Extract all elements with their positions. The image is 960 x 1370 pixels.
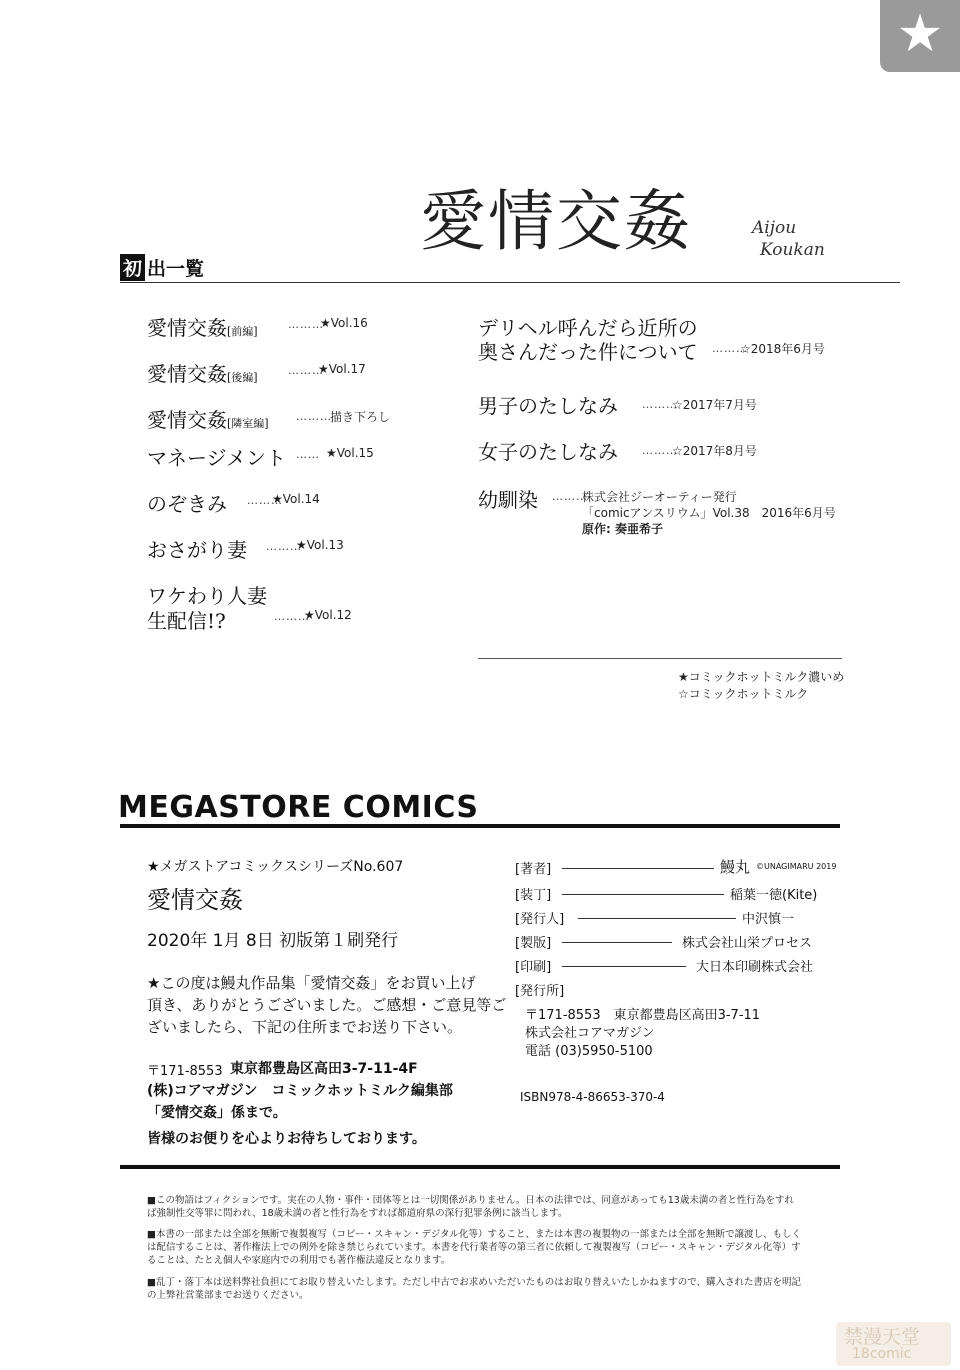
work-source: ★Vol.14 bbox=[272, 492, 320, 506]
leader-dots: ……… bbox=[642, 398, 678, 411]
credit-label: [装丁] bbox=[515, 888, 552, 903]
credit-label: [発行人] bbox=[515, 912, 565, 927]
star-icon: ★ bbox=[896, 4, 944, 64]
leader-line bbox=[562, 966, 686, 967]
work-title: 男子のたしなみ bbox=[478, 394, 618, 418]
first-appearance-rest: 出一覧 bbox=[147, 258, 205, 280]
book-title: 愛情交姦 bbox=[147, 886, 243, 914]
work-title-line2: 奥さんだった件について bbox=[478, 340, 698, 364]
credit-label: [印刷] bbox=[515, 960, 552, 975]
edition-date: 2020年 1月 8日 初版第１刷発行 bbox=[147, 931, 399, 951]
mail-recipient: (株)コアマガジン コミックホットミルク編集部 bbox=[147, 1083, 453, 1099]
leader-line bbox=[578, 918, 736, 919]
credit-value: 株式会社山栄プロセス bbox=[682, 936, 813, 951]
first-appearance-box-char: 初 bbox=[120, 254, 145, 281]
imprint-label: MEGASTORE COMICS bbox=[118, 790, 479, 825]
isbn: ISBN978-4-86653-370-4 bbox=[520, 1090, 665, 1104]
watermark-text-top: 禁漫天堂 bbox=[844, 1326, 921, 1348]
leader-dots: ……… bbox=[296, 410, 332, 423]
credit-label: [著者] bbox=[515, 862, 552, 877]
leader-dots: ……… bbox=[552, 490, 588, 503]
thanks-line: ざいましたら、下記の住所までお送り下さい。 bbox=[147, 1018, 463, 1036]
legal-notice-fiction: ■この物語はフィクションです。実在の人物・事件・団体等とは一切関係がありません。日本の法律では、同意があっても13歳未満の者と性行為をすれ ば強制性交等罪に問われ、18歳未満の者と性行為をすれば都道府県の深行犯罪条例に該当します。 bbox=[147, 1195, 794, 1219]
work-title: おさがり妻 bbox=[147, 538, 247, 562]
work-title: 幼馴染 bbox=[478, 488, 538, 512]
leader-dots: …… bbox=[296, 448, 320, 461]
mail-postcode: 〒171-8553 bbox=[147, 1064, 223, 1079]
work-source: 株式会社ジーオーティー発行 bbox=[582, 490, 737, 504]
credit-value: 大日本印刷株式会社 bbox=[696, 960, 814, 975]
original-author: 原作: 奏亜希子 bbox=[582, 522, 663, 536]
divider bbox=[120, 282, 900, 283]
page-title: 愛情交姦 bbox=[420, 183, 692, 260]
leader-dots: ……… bbox=[288, 364, 324, 377]
work-title: ワケわり人妻 bbox=[147, 584, 267, 608]
work-source: ☆2017年7月号 bbox=[672, 398, 757, 412]
thanks-line: 頂き、ありがとうございました。ご感想・ご意見等ご bbox=[147, 996, 507, 1014]
watermark-logo bbox=[836, 1322, 951, 1366]
work-source-line2: 「comicアンスリウム」Vol.38 2016年6月号 bbox=[582, 506, 836, 520]
work-title: 愛情交姦[後編] bbox=[147, 362, 258, 386]
work-source: ★Vol.17 bbox=[318, 362, 366, 376]
leader-line bbox=[562, 942, 672, 943]
legend-filled-star: ★コミックホットミルク濃いめ bbox=[678, 670, 845, 684]
work-title: デリヘル呼んだら近所の bbox=[478, 316, 698, 340]
work-title: のぞきみ bbox=[147, 492, 227, 516]
watermark-text-bottom: 18comic bbox=[852, 1346, 912, 1362]
leader-line bbox=[562, 868, 714, 869]
leader-dots: ……… bbox=[712, 342, 748, 355]
title-romanization-line1: Aijou bbox=[752, 218, 797, 238]
series-number: ★メガストアコミックスシリーズNo.607 bbox=[147, 859, 404, 875]
leader-dots: ……… bbox=[642, 444, 678, 457]
work-source: ★Vol.12 bbox=[304, 608, 352, 622]
corner-star-tab bbox=[880, 0, 960, 72]
closing-line: 皆様のお便りを心よりお待ちしております。 bbox=[147, 1131, 426, 1147]
copyright-note: ©UNAGIMARU 2019 bbox=[756, 862, 837, 871]
work-title: マネージメント bbox=[147, 446, 286, 470]
legal-notice-copyright: ■本書の一部または全部を無断で複製複写（コピー・スキャン・デジタル化等）すること、または本書の複製物の一部または全部を無断で譲渡し、もしく は配信することは、著作権法上での例外を除き禁じられています。本書を代行業者等の第三者に依頼して複製複写（コピー・スキャン・デジタル化等）す ることは、たとえ個人や家庭内での利用でも著作権法違反となります。 bbox=[147, 1229, 802, 1266]
work-source: ★Vol.15 bbox=[326, 446, 374, 460]
work-source: ★Vol.13 bbox=[296, 538, 344, 552]
publisher-phone: 電話 (03)5950-5100 bbox=[525, 1044, 653, 1059]
mail-address: 東京都豊島区高田3-7-11-4F bbox=[230, 1061, 418, 1077]
legal-notice-replacement: ■乱丁・落丁本は送料弊社負担にてお取り替えいたします。ただし中古でお求めいただいたものはお取り替えいたしかねますので、購入された書店を明記 の上弊社営業部までお送りください。 bbox=[147, 1277, 802, 1301]
work-title: 愛情交姦[隣室編] bbox=[147, 408, 269, 432]
publisher-name: 株式会社コアマガジン bbox=[525, 1026, 655, 1041]
divider bbox=[120, 1165, 840, 1169]
credit-value: 稲葉一徳(Kite) bbox=[730, 888, 818, 903]
leader-line bbox=[562, 894, 724, 895]
work-title-line2: 生配信!? bbox=[147, 609, 226, 633]
credit-value: 中沢慎一 bbox=[742, 912, 795, 927]
mail-attention: 「愛情交姦」係まで。 bbox=[147, 1105, 287, 1121]
credit-value: 鰻丸 bbox=[720, 858, 751, 876]
legend-hollow-star: ☆コミックホットミルク bbox=[678, 687, 809, 701]
leader-dots: ……… bbox=[274, 610, 310, 623]
work-source: ☆2018年6月号 bbox=[740, 342, 825, 356]
divider bbox=[478, 658, 842, 659]
first-appearance-heading bbox=[120, 254, 204, 281]
publisher-address: 〒171-8553 東京都豊島区高田3-7-11 bbox=[525, 1008, 761, 1023]
work-source: 描き下ろし bbox=[330, 410, 391, 424]
divider bbox=[120, 824, 840, 828]
work-title: 女子のたしなみ bbox=[478, 440, 618, 464]
publisher-label: [発行所] bbox=[515, 984, 565, 999]
leader-dots: ……… bbox=[288, 318, 324, 331]
work-title: 愛情交姦[前編] bbox=[147, 316, 258, 340]
credit-label: [製版] bbox=[515, 936, 552, 951]
leader-dots: ……… bbox=[266, 540, 302, 553]
work-source: ★Vol.16 bbox=[320, 316, 368, 330]
thanks-line: ★この度は鰻丸作品集「愛情交姦」をお買い上げ bbox=[147, 974, 476, 992]
work-source: ☆2017年8月号 bbox=[672, 444, 757, 458]
leader-dots: ……… bbox=[247, 494, 283, 507]
title-romanization-line2: Koukan bbox=[760, 240, 825, 260]
